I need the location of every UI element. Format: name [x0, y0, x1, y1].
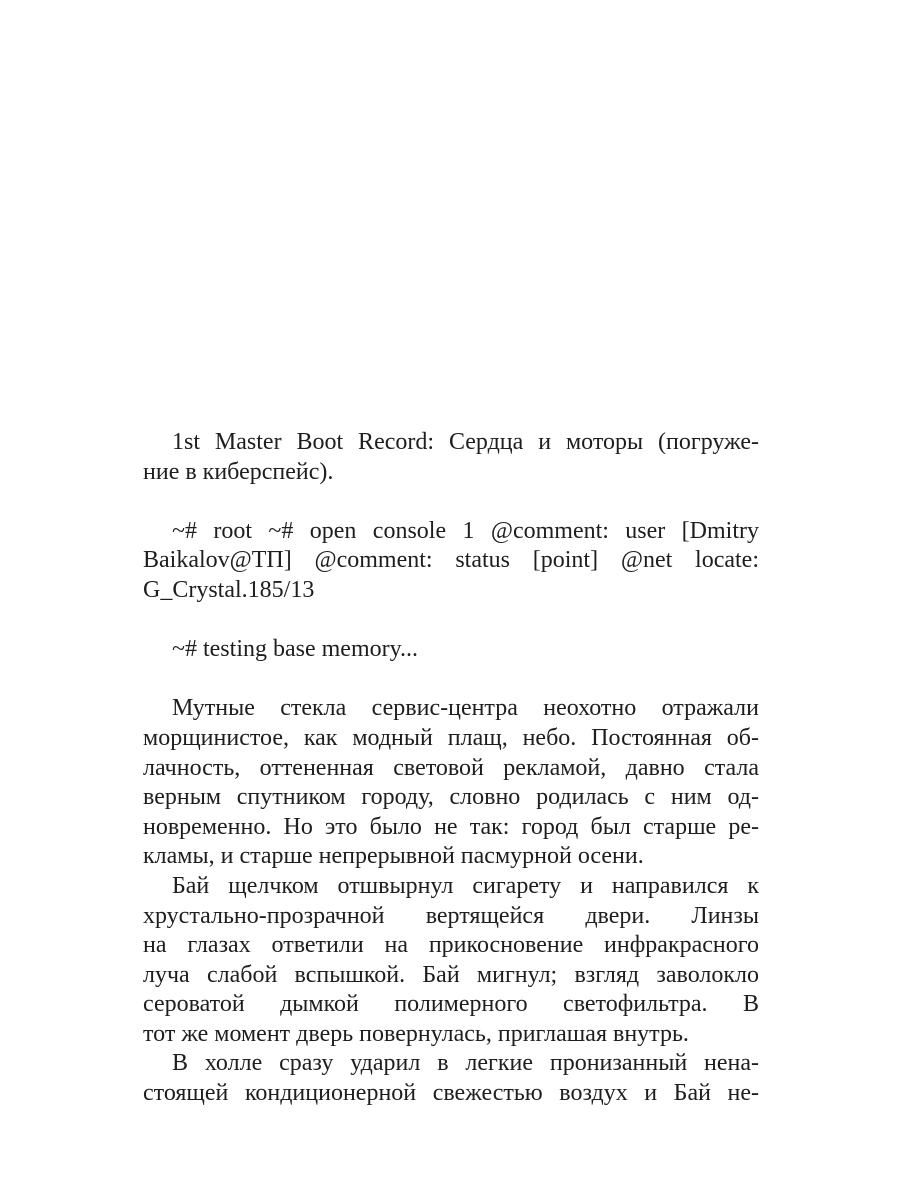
text-line: лачность, оттененная световой рекламой, давно стала — [143, 754, 759, 781]
text-line: Baikalov@ТП] @comment: status [point] @net locate: — [143, 547, 759, 574]
paragraph-gap — [143, 665, 759, 695]
text-line: ние в киберспейс). — [143, 458, 334, 485]
text-line: на глазах ответили на прикосновение инфракрасного — [143, 932, 759, 959]
text-line: 1st Master Boot Record: Сердца и моторы (погруже- — [172, 429, 759, 455]
text-line: верным спутником городу, словно родилась с ним од- — [143, 784, 759, 811]
text-line: морщинистое, как модный плащ, небо. Постоянная об- — [143, 724, 759, 751]
text-line: луча слабой вспышкой. Бай мигнул; взгляд заволокло — [143, 961, 759, 988]
body-text — [143, 428, 759, 1109]
text-line: сероватой дымкой полимерного светофильтра. В — [143, 991, 759, 1018]
text-line: новременно. Но это было не так: город был старше ре- — [143, 813, 759, 840]
text-line: ~# root ~# open console 1 @comment: user [Dmitry — [172, 517, 759, 544]
paragraph-gap — [143, 487, 759, 517]
text-line: Мутные стекла сервис-центра неохотно отражали — [172, 695, 759, 722]
text-line: кламы, и старше непрерывной пасмурной осени. — [143, 843, 644, 870]
text-line: тот же момент дверь повернулась, приглашая внутрь. — [143, 1020, 689, 1047]
text-line: В холле сразу ударил в легкие пронизанный нена- — [172, 1050, 759, 1077]
text-line: Бай щелчком отшвырнул сигарету и направился к — [172, 872, 759, 899]
paragraph-gap — [143, 606, 759, 636]
text-line: стоящей кондиционерной свежестью воздух и Бай не- — [143, 1080, 759, 1107]
text-line: ~# testing base memory... — [172, 636, 419, 663]
text-line: хрустально-прозрачной вертящейся двери. Линзы — [143, 902, 759, 929]
text-line: G_Crystal.185/13 — [143, 576, 315, 603]
